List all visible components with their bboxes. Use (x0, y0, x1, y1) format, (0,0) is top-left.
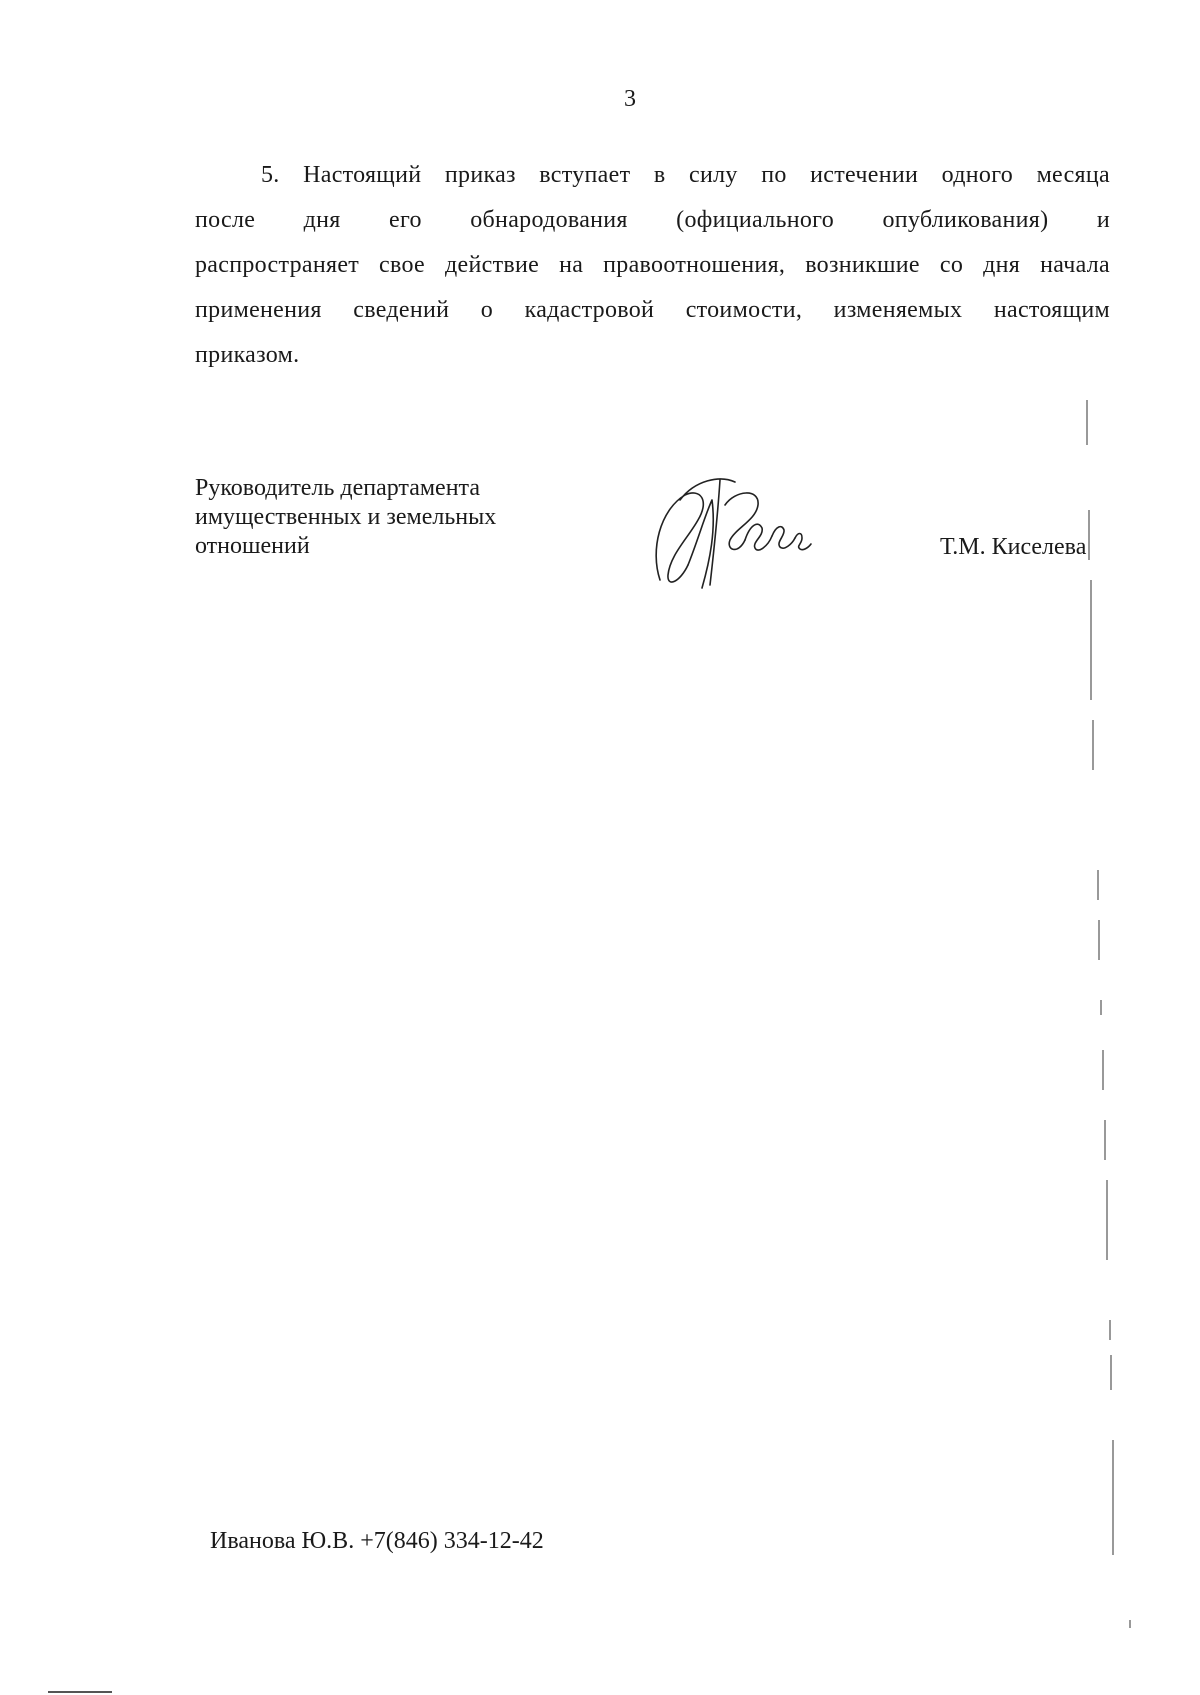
position-line: Руководитель департамента (195, 475, 480, 501)
paragraph-line: 5. Настоящий приказ вступает в силу по истечении одного месяца (261, 162, 1110, 188)
position-line: имущественных и земельных (195, 504, 497, 530)
handwritten-signature (640, 470, 840, 600)
page-number: 3 (624, 86, 636, 112)
position-line: отношений (195, 533, 310, 559)
paragraph-line: распространяет свое действие на правоотношения, возникшие со дня начала (195, 252, 1110, 278)
signatory-position (195, 474, 496, 561)
paragraph-line: применения сведений о кадастровой стоимости, изменяемых настоящим (195, 297, 1110, 323)
paragraph-line: приказом. (195, 342, 300, 368)
paragraph-5 (195, 153, 1110, 378)
signatory-name: Т.М. Киселева (940, 534, 1087, 560)
paragraph-line: после дня его обнародования (официального опубликования) и (195, 207, 1110, 233)
executor-contact: Иванова Ю.В. +7(846) 334-12-42 (210, 1528, 544, 1554)
